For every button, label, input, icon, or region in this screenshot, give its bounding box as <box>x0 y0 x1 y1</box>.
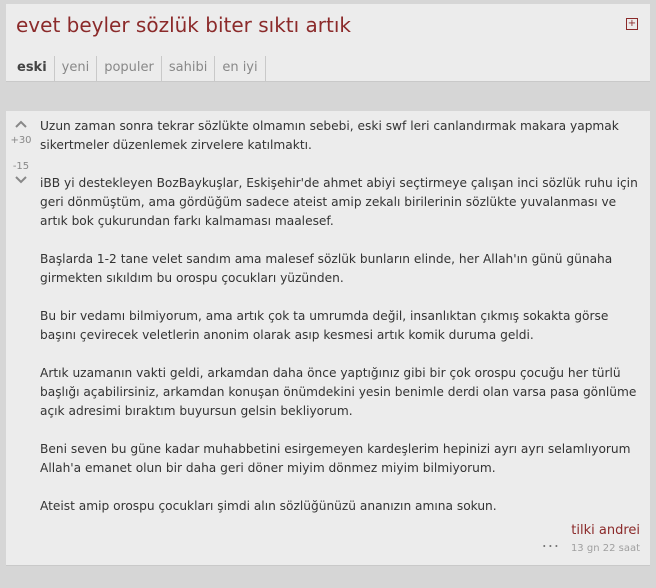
topic-header <box>6 4 650 82</box>
entry-paragraph: Başlarda 1-2 tane velet sandım ama malesef sözlük bunların elinde, her Allah'ın günü günaha girmekten sıkıldım bu orospu çocukları yüzünden. <box>40 252 613 285</box>
entry-paragraph: Artık uzamanın vakti geldi, arkamdan daha önce yaptığınız gibi bir çok orospu çocuğu her türlü başlığı açabilirsiniz, arkamdan konuşan önümdekini yesin benimle derdi olan varsa pasa gönlüme açık adresimi bıraktım buyursun gelsin bekliyorum. <box>40 366 637 418</box>
plus-box-icon[interactable]: + <box>627 18 637 29</box>
entry-paragraph: Ateist amip orospu çocukları şimdi alın sözlüğünüzü ananızın amına sokun. <box>40 499 497 513</box>
entry-content <box>40 117 646 535</box>
chevron-up-icon[interactable] <box>10 119 32 131</box>
tab-en-iyi[interactable]: en iyi <box>215 56 265 82</box>
more-dots-icon[interactable]: ... <box>541 532 560 551</box>
topic-title[interactable]: evet beyler sözlük biter sıktı artık <box>16 13 351 37</box>
sort-tabs <box>10 56 266 82</box>
downvote-count: -15 <box>12 161 30 172</box>
entry-paragraph: Beni seven bu güne kadar muhabbetini esirgemeyen kardeşlerim hepinizi ayrı ayrı selamlıyorum Allah'a emanet olun bir daha geri döner miyim dönmez miyim bilmiyorum. <box>40 442 631 475</box>
entry-paragraph: iBB yi destekleyen BozBaykuşlar, Eskişehir'de ahmet abiyi seçtirmeye çalışan inci sözlük ruhu için geri dönmüştüm, ama gördüğüm sadece ateist amip zekalı birilerinin sözlükte yuvalanması ve artık bok çukurundan farkı kalmaması maalesef. <box>40 176 638 228</box>
tab-yeni[interactable]: yeni <box>55 56 98 82</box>
entry-paragraph: Bu bir vedamı bilmiyorum, ama artık çok ta umrumda değil, insanlıktan çıkmış sokakta görse başını çevirecek veletlerin anonim olarak asıp kesmesi artık komik duruma geldi. <box>40 309 609 342</box>
tab-eski[interactable]: eski <box>10 56 55 82</box>
entry-paragraph: Uzun zaman sonra tekrar sözlükte olmamın sebebi, eski swf leri canlandırmak makara yapmak sikertmeler düzenlemek zirvelere katılmaktı. <box>40 119 619 152</box>
entry-card <box>6 111 650 566</box>
author-link[interactable]: tilki andrei <box>571 523 640 538</box>
chevron-down-icon[interactable] <box>10 175 32 187</box>
tab-populer[interactable]: populer <box>97 56 162 82</box>
tab-sahibi[interactable]: sahibi <box>162 56 215 82</box>
entry-timestamp[interactable]: 13 gn 22 saat <box>570 543 640 554</box>
upvote-count: +30 <box>10 135 32 146</box>
